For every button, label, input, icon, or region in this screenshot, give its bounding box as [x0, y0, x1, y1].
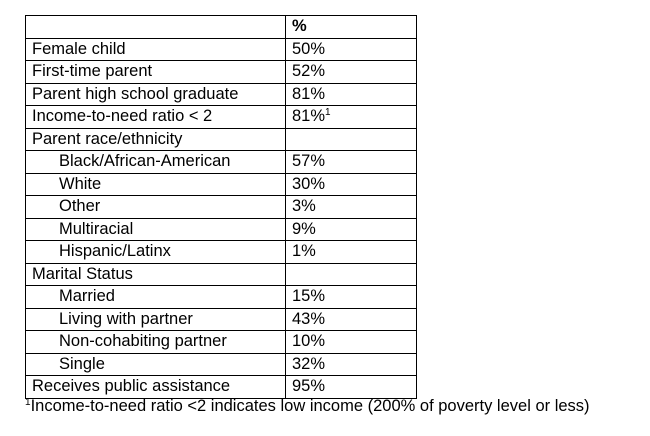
row-value-text: 52% — [292, 62, 326, 80]
table-row — [26, 376, 417, 399]
footnote-reference: 1 — [325, 107, 331, 118]
row-value-text: 81% — [292, 107, 326, 125]
row-value-text: 57% — [292, 152, 326, 170]
row-value — [286, 353, 417, 376]
table-body — [26, 38, 417, 398]
table-row — [26, 331, 417, 354]
row-value-text: 50% — [292, 39, 326, 58]
row-label: Black/African-American — [26, 151, 286, 174]
row-value-text: 3% — [292, 197, 316, 215]
row-value — [286, 308, 417, 331]
row-label: Married — [26, 286, 286, 309]
footnote-marker: 1 — [25, 397, 31, 408]
row-label: First-time parent — [26, 61, 286, 84]
row-value-text: 9% — [292, 219, 316, 238]
row-value — [286, 106, 417, 129]
footnote-text: Income-to-need ratio <2 indicates low income (200% of poverty level or less) — [30, 397, 590, 415]
row-value — [286, 38, 417, 61]
row-value — [286, 286, 417, 309]
row-label: Parent race/ethnicity — [26, 128, 286, 151]
demographics-table — [25, 15, 417, 399]
footnote — [25, 397, 590, 416]
table-row — [26, 83, 417, 106]
row-value — [286, 218, 417, 241]
row-value — [286, 128, 417, 151]
table-row — [26, 196, 417, 219]
table-row — [26, 38, 417, 61]
row-label: Hispanic/Latinx — [26, 241, 286, 264]
header-label-cell — [26, 16, 286, 39]
row-label: Parent high school graduate — [26, 83, 286, 106]
row-value-text: 10% — [292, 332, 326, 350]
table-row — [26, 61, 417, 84]
row-value — [286, 151, 417, 174]
row-value-text: 81% — [292, 84, 326, 103]
row-label: Female child — [26, 38, 286, 61]
row-value — [286, 83, 417, 106]
table-row — [26, 263, 417, 286]
row-value — [286, 331, 417, 354]
row-value-text: 32% — [292, 354, 326, 373]
row-label: Receives public assistance — [26, 376, 286, 399]
row-value — [286, 61, 417, 84]
row-label: Non-cohabiting partner — [26, 331, 286, 354]
table-row — [26, 353, 417, 376]
row-value — [286, 241, 417, 264]
row-label: Marital Status — [26, 263, 286, 286]
row-value — [286, 263, 417, 286]
row-value — [286, 376, 417, 399]
row-label: Income-to-need ratio < 2 — [26, 106, 286, 129]
row-value-text: 95% — [292, 377, 326, 395]
row-value-text: 1% — [292, 242, 316, 260]
table-row — [26, 151, 417, 174]
header-row — [26, 16, 417, 39]
table-row — [26, 308, 417, 331]
row-label: Single — [26, 353, 286, 376]
table-row — [26, 286, 417, 309]
table-row — [26, 128, 417, 151]
row-label: White — [26, 173, 286, 196]
header-percent-cell: % — [286, 16, 417, 39]
demographics-table-container — [25, 15, 417, 399]
row-label: Multiracial — [26, 218, 286, 241]
row-label: Other — [26, 196, 286, 219]
row-value-text: 30% — [292, 174, 326, 193]
table-row — [26, 106, 417, 129]
row-label: Living with partner — [26, 308, 286, 331]
row-value — [286, 196, 417, 219]
row-value-text: 43% — [292, 309, 326, 328]
table-row — [26, 241, 417, 264]
table-row — [26, 173, 417, 196]
row-value — [286, 173, 417, 196]
table-row — [26, 218, 417, 241]
row-value-text: 15% — [292, 287, 326, 305]
